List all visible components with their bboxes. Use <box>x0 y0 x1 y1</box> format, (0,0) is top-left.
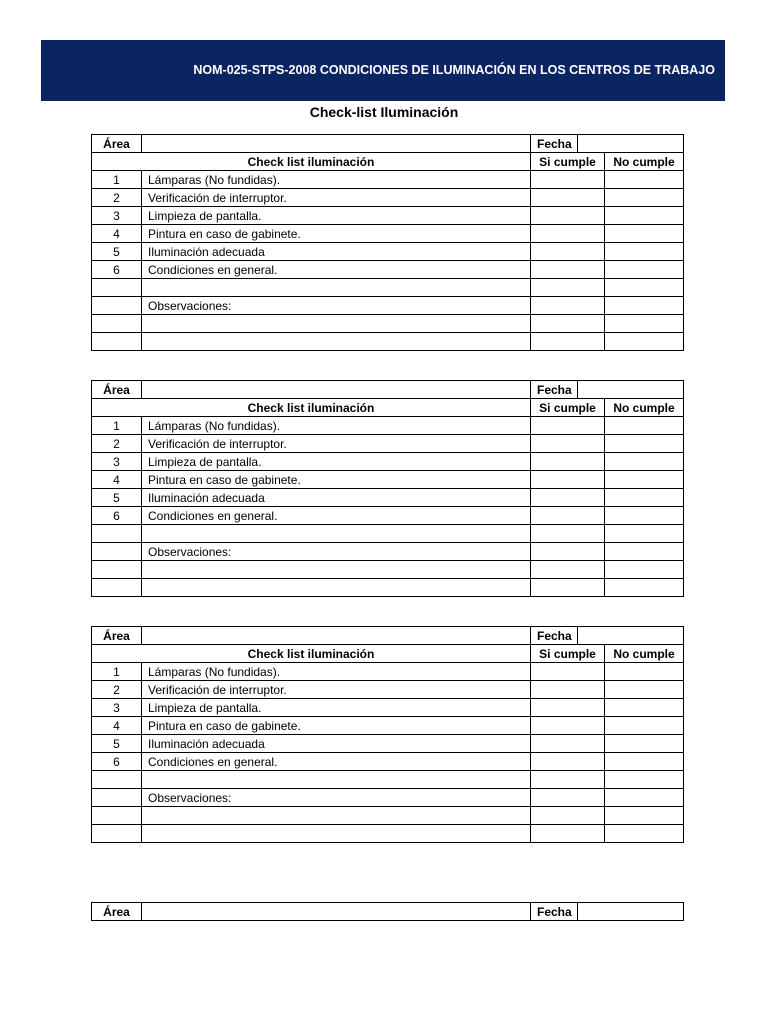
item-number: 3 <box>92 207 142 225</box>
number-cell <box>92 333 142 351</box>
si-cumple-cell[interactable] <box>531 681 605 699</box>
item-number: 6 <box>92 507 142 525</box>
si-cumple-cell[interactable] <box>531 525 605 543</box>
no-cumple-cell[interactable] <box>605 807 684 825</box>
si-cumple-cell[interactable] <box>531 225 605 243</box>
si-cumple-cell[interactable] <box>531 471 605 489</box>
si-cumple-cell[interactable] <box>531 771 605 789</box>
column-header-row <box>92 645 684 663</box>
number-cell <box>92 579 142 597</box>
no-cumple-cell[interactable] <box>605 453 684 471</box>
no-cumple-cell[interactable] <box>605 225 684 243</box>
item-text: Iluminación adecuada <box>142 735 531 753</box>
checklist-item-row <box>92 435 684 453</box>
si-cumple-cell[interactable] <box>531 561 605 579</box>
item-text: Limpieza de pantalla. <box>142 453 531 471</box>
no-cumple-cell[interactable] <box>605 489 684 507</box>
si-cumple-cell[interactable] <box>531 807 605 825</box>
item-text: Verificación de interruptor. <box>142 189 531 207</box>
text-cell[interactable] <box>142 333 531 351</box>
fecha-label: Fecha <box>531 381 578 399</box>
blank-row <box>92 825 684 843</box>
checklist-item-row <box>92 753 684 771</box>
item-text: Verificación de interruptor. <box>142 681 531 699</box>
item-text: Lámparas (No fundidas). <box>142 663 531 681</box>
item-text: Pintura en caso de gabinete. <box>142 717 531 735</box>
no-cumple-cell[interactable] <box>605 507 684 525</box>
item-text: Lámparas (No fundidas). <box>142 417 531 435</box>
no-cumple-cell[interactable] <box>605 315 684 333</box>
item-number: 3 <box>92 453 142 471</box>
si-cumple-cell[interactable] <box>531 207 605 225</box>
si-cumple-cell[interactable] <box>531 579 605 597</box>
check-list-header: Check list iluminación <box>92 153 531 171</box>
item-number: 3 <box>92 699 142 717</box>
area-label: Área <box>92 627 142 645</box>
observaciones-label: Observaciones: <box>142 543 531 561</box>
text-cell[interactable] <box>142 561 531 579</box>
si-cumple-cell[interactable] <box>531 243 605 261</box>
no-cumple-cell[interactable] <box>605 189 684 207</box>
fecha-field[interactable] <box>578 903 684 921</box>
checklist-item-row <box>92 507 684 525</box>
no-cumple-cell[interactable] <box>605 471 684 489</box>
blank-row <box>92 525 684 543</box>
no-cumple-cell[interactable] <box>605 333 684 351</box>
no-cumple-cell[interactable] <box>605 171 684 189</box>
observaciones-row <box>92 297 684 315</box>
checklist-item-row <box>92 453 684 471</box>
area-field[interactable] <box>142 627 531 645</box>
no-cumple-cell[interactable] <box>605 279 684 297</box>
text-cell[interactable] <box>142 525 531 543</box>
area-label: Área <box>92 903 142 921</box>
blank-row <box>92 333 684 351</box>
area-field[interactable] <box>142 381 531 399</box>
check-list-header: Check list iluminación <box>92 399 531 417</box>
no-cumple-header: No cumple <box>605 399 684 417</box>
no-cumple-cell[interactable] <box>605 825 684 843</box>
item-text: Limpieza de pantalla. <box>142 699 531 717</box>
item-number: 4 <box>92 225 142 243</box>
item-text: Pintura en caso de gabinete. <box>142 225 531 243</box>
item-number: 2 <box>92 681 142 699</box>
no-cumple-cell[interactable] <box>605 753 684 771</box>
checklist-item-row <box>92 471 684 489</box>
no-cumple-cell[interactable] <box>605 717 684 735</box>
area-label: Área <box>92 381 142 399</box>
item-number: 6 <box>92 753 142 771</box>
item-number: 1 <box>92 417 142 435</box>
number-cell <box>92 297 142 315</box>
checklist-item-row <box>92 699 684 717</box>
no-cumple-cell[interactable] <box>605 261 684 279</box>
checklist-form-3 <box>91 626 684 843</box>
item-number: 5 <box>92 243 142 261</box>
checklist-item-row <box>92 243 684 261</box>
si-cumple-cell[interactable] <box>531 753 605 771</box>
no-cumple-cell[interactable] <box>605 735 684 753</box>
si-cumple-cell[interactable] <box>531 543 605 561</box>
si-cumple-cell[interactable] <box>531 189 605 207</box>
item-text: Condiciones en general. <box>142 507 531 525</box>
blank-row <box>92 771 684 789</box>
item-text: Verificación de interruptor. <box>142 435 531 453</box>
item-text: Iluminación adecuada <box>142 243 531 261</box>
checklist-item-row <box>92 735 684 753</box>
si-cumple-header: Si cumple <box>531 399 605 417</box>
checklist-item-row <box>92 417 684 435</box>
checklist-item-row <box>92 225 684 243</box>
fecha-field[interactable] <box>578 381 684 399</box>
checklist-form-2 <box>91 380 684 597</box>
si-cumple-cell[interactable] <box>531 663 605 681</box>
area-field[interactable] <box>142 135 531 153</box>
item-number: 5 <box>92 489 142 507</box>
number-cell <box>92 825 142 843</box>
si-cumple-cell[interactable] <box>531 279 605 297</box>
si-cumple-header: Si cumple <box>531 153 605 171</box>
si-cumple-cell[interactable] <box>531 699 605 717</box>
no-cumple-header: No cumple <box>605 645 684 663</box>
item-number: 1 <box>92 663 142 681</box>
check-list-header: Check list iluminación <box>92 645 531 663</box>
item-text: Condiciones en general. <box>142 753 531 771</box>
no-cumple-cell[interactable] <box>605 435 684 453</box>
no-cumple-cell[interactable] <box>605 525 684 543</box>
fecha-label: Fecha <box>531 135 578 153</box>
item-text: Iluminación adecuada <box>142 489 531 507</box>
text-cell[interactable] <box>142 807 531 825</box>
checklist-item-row <box>92 681 684 699</box>
checklist-item-row <box>92 189 684 207</box>
si-cumple-cell[interactable] <box>531 171 605 189</box>
blank-row <box>92 315 684 333</box>
text-cell[interactable] <box>142 825 531 843</box>
si-cumple-cell[interactable] <box>531 315 605 333</box>
no-cumple-cell[interactable] <box>605 243 684 261</box>
number-cell <box>92 315 142 333</box>
no-cumple-cell[interactable] <box>605 561 684 579</box>
area-row <box>92 135 684 153</box>
observaciones-label: Observaciones: <box>142 789 531 807</box>
si-cumple-cell[interactable] <box>531 417 605 435</box>
si-cumple-cell[interactable] <box>531 507 605 525</box>
item-number: 5 <box>92 735 142 753</box>
number-cell <box>92 561 142 579</box>
no-cumple-cell[interactable] <box>605 579 684 597</box>
area-row <box>92 381 684 399</box>
checklist-item-row <box>92 717 684 735</box>
page-title: Check-list Iluminación <box>309 104 459 120</box>
text-cell[interactable] <box>142 771 531 789</box>
no-cumple-cell[interactable] <box>605 663 684 681</box>
si-cumple-cell[interactable] <box>531 297 605 315</box>
si-cumple-cell[interactable] <box>531 735 605 753</box>
fecha-label: Fecha <box>531 627 578 645</box>
column-header-row <box>92 399 684 417</box>
number-cell <box>92 279 142 297</box>
checklist-item-row <box>92 261 684 279</box>
item-number: 6 <box>92 261 142 279</box>
checklist-item-row <box>92 171 684 189</box>
checklist-item-row <box>92 489 684 507</box>
fecha-field[interactable] <box>578 627 684 645</box>
item-number: 2 <box>92 435 142 453</box>
column-header-row <box>92 153 684 171</box>
no-cumple-header: No cumple <box>605 153 684 171</box>
item-number: 2 <box>92 189 142 207</box>
item-number: 4 <box>92 717 142 735</box>
area-row <box>92 903 684 921</box>
no-cumple-cell[interactable] <box>605 543 684 561</box>
blank-row <box>92 279 684 297</box>
item-text: Pintura en caso de gabinete. <box>142 471 531 489</box>
checklist-item-row <box>92 207 684 225</box>
observaciones-label: Observaciones: <box>142 297 531 315</box>
banner-title: NOM-025-STPS-2008 CONDICIONES DE ILUMINACIÓN EN LOS CENTROS DE TRABAJO <box>193 63 715 77</box>
number-cell <box>92 525 142 543</box>
si-cumple-cell[interactable] <box>531 825 605 843</box>
header-banner <box>41 40 725 101</box>
item-number: 4 <box>92 471 142 489</box>
observaciones-row <box>92 543 684 561</box>
text-cell[interactable] <box>142 579 531 597</box>
si-cumple-cell[interactable] <box>531 333 605 351</box>
si-cumple-cell[interactable] <box>531 489 605 507</box>
no-cumple-cell[interactable] <box>605 681 684 699</box>
si-cumple-cell[interactable] <box>531 453 605 471</box>
no-cumple-cell[interactable] <box>605 297 684 315</box>
si-cumple-header: Si cumple <box>531 645 605 663</box>
item-text: Lámparas (No fundidas). <box>142 171 531 189</box>
checklist-item-row <box>92 663 684 681</box>
no-cumple-cell[interactable] <box>605 771 684 789</box>
area-field[interactable] <box>142 903 531 921</box>
area-label: Área <box>92 135 142 153</box>
blank-row <box>92 807 684 825</box>
blank-row <box>92 579 684 597</box>
si-cumple-cell[interactable] <box>531 261 605 279</box>
si-cumple-cell[interactable] <box>531 435 605 453</box>
blank-row <box>92 561 684 579</box>
number-cell <box>92 771 142 789</box>
no-cumple-cell[interactable] <box>605 417 684 435</box>
observaciones-row <box>92 789 684 807</box>
fecha-label: Fecha <box>531 903 578 921</box>
number-cell <box>92 543 142 561</box>
no-cumple-cell[interactable] <box>605 207 684 225</box>
item-number: 1 <box>92 171 142 189</box>
si-cumple-cell[interactable] <box>531 789 605 807</box>
checklist-form-1 <box>91 134 684 351</box>
checklist-form-4 <box>91 902 684 921</box>
no-cumple-cell[interactable] <box>605 789 684 807</box>
number-cell <box>92 789 142 807</box>
text-cell[interactable] <box>142 279 531 297</box>
area-row <box>92 627 684 645</box>
no-cumple-cell[interactable] <box>605 699 684 717</box>
item-text: Limpieza de pantalla. <box>142 207 531 225</box>
number-cell <box>92 807 142 825</box>
si-cumple-cell[interactable] <box>531 717 605 735</box>
item-text: Condiciones en general. <box>142 261 531 279</box>
text-cell[interactable] <box>142 315 531 333</box>
fecha-field[interactable] <box>578 135 684 153</box>
